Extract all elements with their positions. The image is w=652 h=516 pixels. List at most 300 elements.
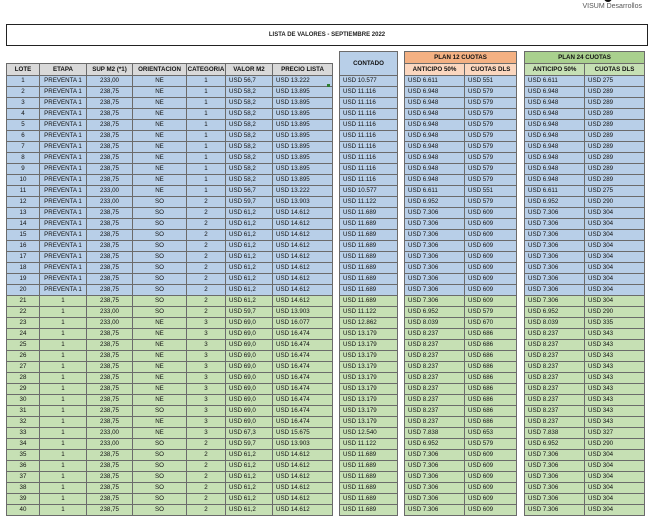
table-cell: USD 14.612: [273, 461, 333, 472]
table-row: [7, 461, 333, 472]
table-cell: USD 7.838: [525, 428, 585, 439]
table-cell: USD 289: [585, 164, 645, 175]
table-cell: 1: [40, 373, 87, 384]
table-cell: USD 609: [465, 461, 517, 472]
table-cell: USD 579: [465, 153, 517, 164]
table-cell: 25: [7, 340, 40, 351]
table-row: [525, 318, 645, 329]
table-cell: USD 13.179: [340, 384, 398, 395]
table-cell: USD 579: [465, 120, 517, 131]
table-cell: 27: [7, 362, 40, 373]
table-row: [525, 406, 645, 417]
table-cell: USD 670: [465, 318, 517, 329]
table-row: [7, 472, 333, 483]
table-row: [405, 197, 517, 208]
table-row: [340, 164, 398, 175]
table-cell: USD 6.948: [525, 142, 585, 153]
table-row: [405, 296, 517, 307]
table-cell: SO: [133, 197, 187, 208]
table-cell: USD 304: [585, 461, 645, 472]
table-row: [525, 87, 645, 98]
table-row: [7, 428, 333, 439]
table-row: [340, 461, 398, 472]
table-cell: USD 14.612: [273, 472, 333, 483]
table-cell: USD 304: [585, 296, 645, 307]
table-cell: USD 11.116: [340, 87, 398, 98]
table-cell: USD 6.948: [405, 164, 465, 175]
table-cell: SO: [133, 230, 187, 241]
table-cell: USD 6.948: [525, 109, 585, 120]
table-cell: USD 609: [465, 285, 517, 296]
table-cell: USD 14.612: [273, 263, 333, 274]
table-cell: NE: [133, 175, 187, 186]
table-cell: USD 13.179: [340, 329, 398, 340]
table-cell: USD 16.474: [273, 329, 333, 340]
table-cell: USD 579: [465, 142, 517, 153]
table-row: [340, 505, 398, 516]
table-row: [525, 219, 645, 230]
table-cell: NE: [133, 318, 187, 329]
table-cell: USD 8.237: [525, 384, 585, 395]
table-cell: SO: [133, 296, 187, 307]
col-lote: LOTE: [7, 64, 40, 76]
table-cell: USD 7.306: [405, 494, 465, 505]
table-cell: USD 14.612: [273, 296, 333, 307]
table-cell: USD 61,2: [226, 505, 273, 516]
table-cell: USD 7.306: [405, 219, 465, 230]
table-cell: USD 7.306: [405, 472, 465, 483]
table-cell: USD 11.689: [340, 274, 398, 285]
table-row: [340, 175, 398, 186]
table-row: [7, 373, 333, 384]
table-row: [405, 76, 517, 87]
table-cell: USD 7.306: [405, 450, 465, 461]
table-cell: USD 11.116: [340, 120, 398, 131]
table-cell: USD 11.689: [340, 230, 398, 241]
table-row: [7, 395, 333, 406]
table-cell: USD 343: [585, 417, 645, 428]
table-cell: USD 551: [465, 186, 517, 197]
table-cell: 26: [7, 351, 40, 362]
table-cell: 238,75: [87, 384, 133, 395]
table-row: [525, 131, 645, 142]
table-cell: USD 343: [585, 329, 645, 340]
table-cell: 31: [7, 406, 40, 417]
table-row: [525, 362, 645, 373]
table-row: [405, 340, 517, 351]
table-cell: 1: [187, 164, 226, 175]
table-row: [340, 87, 398, 98]
table-cell: USD 11.689: [340, 296, 398, 307]
table-cell: USD 14.612: [273, 219, 333, 230]
table-row: [405, 120, 517, 131]
table-cell: USD 551: [465, 76, 517, 87]
table-cell: PREVENTA 1: [40, 153, 87, 164]
table-row: [7, 153, 333, 164]
table-cell: PREVENTA 1: [40, 76, 87, 87]
table-cell: USD 6.948: [525, 153, 585, 164]
table-row: [340, 494, 398, 505]
table-cell: 3: [187, 329, 226, 340]
contado-table: [339, 51, 398, 516]
table-cell: USD 16.077: [273, 318, 333, 329]
table-cell: USD 7.306: [525, 296, 585, 307]
table-cell: SO: [133, 461, 187, 472]
table-cell: NE: [133, 153, 187, 164]
table-cell: USD 275: [585, 186, 645, 197]
table-cell: USD 609: [465, 274, 517, 285]
table-cell: USD 6.952: [525, 439, 585, 450]
table-cell: USD 61,2: [226, 208, 273, 219]
table-cell: USD 13.895: [273, 87, 333, 98]
table-cell: USD 609: [465, 241, 517, 252]
table-cell: USD 304: [585, 285, 645, 296]
table-cell: USD 58,2: [226, 98, 273, 109]
table-cell: USD 11.689: [340, 252, 398, 263]
table-row: [7, 164, 333, 175]
table-cell: USD 579: [465, 87, 517, 98]
table-cell: 2: [187, 208, 226, 219]
table-cell: NE: [133, 120, 187, 131]
table-cell: USD 609: [465, 472, 517, 483]
table-cell: USD 69,0: [226, 406, 273, 417]
table-cell: USD 11.689: [340, 208, 398, 219]
table-cell: USD 61,2: [226, 252, 273, 263]
table-cell: USD 6.952: [405, 197, 465, 208]
table-cell: 238,75: [87, 505, 133, 516]
table-cell: USD 579: [465, 98, 517, 109]
table-cell: NE: [133, 109, 187, 120]
table-row: [525, 285, 645, 296]
table-cell: PREVENTA 1: [40, 109, 87, 120]
table-row: [7, 98, 333, 109]
table-cell: 1: [40, 395, 87, 406]
table-row: [405, 109, 517, 120]
table-cell: USD 7.306: [405, 230, 465, 241]
table-row: [7, 329, 333, 340]
table-cell: USD 343: [585, 373, 645, 384]
table-row: [7, 351, 333, 362]
table-cell: 2: [187, 263, 226, 274]
table-cell: USD 290: [585, 197, 645, 208]
table-cell: NE: [133, 186, 187, 197]
table-cell: USD 686: [465, 362, 517, 373]
table-cell: 233,00: [87, 186, 133, 197]
table-row: [405, 87, 517, 98]
table-cell: 1: [40, 439, 87, 450]
table-row: [340, 76, 398, 87]
table-cell: USD 343: [585, 384, 645, 395]
table-row: [7, 494, 333, 505]
table-cell: USD 13.895: [273, 164, 333, 175]
table-row: [340, 307, 398, 318]
table-cell: 1: [40, 461, 87, 472]
table-cell: USD 609: [465, 230, 517, 241]
table-cell: 238,75: [87, 131, 133, 142]
table-cell: 3: [187, 406, 226, 417]
table-cell: 238,75: [87, 340, 133, 351]
table-cell: 238,75: [87, 395, 133, 406]
table-cell: 4: [7, 109, 40, 120]
table-cell: USD 304: [585, 472, 645, 483]
table-cell: PREVENTA 1: [40, 274, 87, 285]
table-row: [7, 241, 333, 252]
table-cell: USD 6.948: [405, 98, 465, 109]
table-cell: USD 13.179: [340, 340, 398, 351]
table-row: [7, 340, 333, 351]
table-row: [340, 252, 398, 263]
table-row: [525, 208, 645, 219]
table-cell: USD 61,2: [226, 285, 273, 296]
table-cell: 40: [7, 505, 40, 516]
table-cell: 238,75: [87, 241, 133, 252]
table-cell: USD 59,7: [226, 439, 273, 450]
table-row: [405, 252, 517, 263]
table-cell: USD 13.895: [273, 98, 333, 109]
table-cell: 238,75: [87, 87, 133, 98]
table-cell: 2: [187, 307, 226, 318]
table-cell: USD 59,7: [226, 307, 273, 318]
table-cell: 33: [7, 428, 40, 439]
table-row: [340, 384, 398, 395]
table-row: [7, 318, 333, 329]
table-cell: 15: [7, 230, 40, 241]
table-cell: USD 11.116: [340, 175, 398, 186]
table-cell: USD 7.306: [525, 208, 585, 219]
table-cell: PREVENTA 1: [40, 252, 87, 263]
table-cell: SO: [133, 494, 187, 505]
table-row: [405, 384, 517, 395]
table-row: [405, 186, 517, 197]
table-cell: USD 56,7: [226, 76, 273, 87]
table-cell: USD 289: [585, 98, 645, 109]
table-row: [340, 142, 398, 153]
table-cell: USD 7.306: [525, 472, 585, 483]
table-row: [7, 252, 333, 263]
table-row: [405, 164, 517, 175]
table-cell: USD 58,2: [226, 131, 273, 142]
table-cell: 238,75: [87, 483, 133, 494]
table-cell: USD 289: [585, 175, 645, 186]
table-row: [525, 351, 645, 362]
table-cell: USD 6.948: [525, 98, 585, 109]
table-cell: USD 7.306: [525, 241, 585, 252]
table-cell: USD 8.237: [525, 373, 585, 384]
table-cell: USD 8.237: [405, 395, 465, 406]
table-cell: USD 275: [585, 76, 645, 87]
table-cell: 3: [187, 318, 226, 329]
table-row: [405, 208, 517, 219]
table-cell: 7: [7, 142, 40, 153]
table-cell: PREVENTA 1: [40, 285, 87, 296]
table-cell: 32: [7, 417, 40, 428]
table-cell: USD 14.612: [273, 450, 333, 461]
table-cell: USD 653: [465, 428, 517, 439]
table-row: [525, 428, 645, 439]
table-row: [405, 274, 517, 285]
table-cell: USD 13.222: [273, 76, 333, 87]
table-cell: USD 7.306: [525, 230, 585, 241]
table-cell: 238,75: [87, 274, 133, 285]
table-cell: USD 304: [585, 208, 645, 219]
table-row: [7, 120, 333, 131]
table-cell: 1: [40, 362, 87, 373]
table-cell: USD 12.540: [340, 428, 398, 439]
table-cell: 3: [187, 428, 226, 439]
table-cell: USD 8.237: [405, 406, 465, 417]
table-cell: USD 6.948: [405, 87, 465, 98]
table-cell: USD 8.237: [405, 373, 465, 384]
table-row: [7, 406, 333, 417]
col-categoria: CATEGORIA: [187, 64, 226, 76]
table-row: [340, 472, 398, 483]
table-cell: USD 686: [465, 340, 517, 351]
table-row: [7, 263, 333, 274]
table-cell: 238,75: [87, 296, 133, 307]
col-contado: CONTADO: [340, 52, 398, 76]
table-cell: USD 343: [585, 340, 645, 351]
table-cell: USD 7.306: [405, 263, 465, 274]
col-orientacion: ORIENTACION: [133, 64, 187, 76]
table-row: [7, 208, 333, 219]
table-cell: USD 13.903: [273, 307, 333, 318]
table-cell: 1: [187, 76, 226, 87]
table-cell: USD 14.612: [273, 241, 333, 252]
table-cell: USD 69,0: [226, 373, 273, 384]
table-cell: USD 7.306: [405, 505, 465, 516]
table-cell: USD 686: [465, 395, 517, 406]
table-row: [340, 197, 398, 208]
table-row: [525, 109, 645, 120]
table-row: [340, 153, 398, 164]
table-cell: 238,75: [87, 362, 133, 373]
table-cell: USD 7.306: [525, 461, 585, 472]
table-row: [7, 274, 333, 285]
table-row: [525, 164, 645, 175]
table-cell: USD 16.474: [273, 384, 333, 395]
page-title: LISTA DE VALORES - SEPTIEMBRE 2022: [6, 24, 648, 46]
table-cell: 2: [187, 197, 226, 208]
table-cell: USD 13.895: [273, 109, 333, 120]
table-cell: USD 13.903: [273, 439, 333, 450]
table-row: [340, 318, 398, 329]
table-cell: 28: [7, 373, 40, 384]
table-row: [340, 329, 398, 340]
table-cell: NE: [133, 373, 187, 384]
table-cell: USD 6.952: [525, 197, 585, 208]
table-cell: USD 304: [585, 241, 645, 252]
table-cell: USD 686: [465, 384, 517, 395]
table-row: [340, 186, 398, 197]
table-row: [340, 395, 398, 406]
table-cell: 14: [7, 219, 40, 230]
table-cell: USD 343: [585, 362, 645, 373]
table-cell: USD 6.948: [525, 87, 585, 98]
table-cell: USD 16.474: [273, 340, 333, 351]
table-row: [7, 76, 333, 87]
table-cell: USD 11.116: [340, 98, 398, 109]
table-cell: USD 609: [465, 494, 517, 505]
table-cell: USD 58,2: [226, 109, 273, 120]
table-cell: 238,75: [87, 175, 133, 186]
table-cell: USD 15.675: [273, 428, 333, 439]
table-row: [405, 153, 517, 164]
table-cell: USD 7.306: [405, 241, 465, 252]
table-cell: USD 11.116: [340, 109, 398, 120]
table-cell: USD 16.474: [273, 406, 333, 417]
table-cell: USD 58,2: [226, 175, 273, 186]
table-row: [7, 109, 333, 120]
table-cell: USD 10.577: [340, 76, 398, 87]
table-cell: 18: [7, 263, 40, 274]
table-cell: 1: [187, 131, 226, 142]
plan12-cuotas-header: CUOTAS DLS: [465, 64, 517, 76]
table-cell: 1: [40, 307, 87, 318]
table-cell: USD 11.689: [340, 219, 398, 230]
table-cell: 37: [7, 472, 40, 483]
table-cell: 23: [7, 318, 40, 329]
table-row: [7, 87, 333, 98]
table-cell: USD 609: [465, 483, 517, 494]
table-cell: SO: [133, 241, 187, 252]
table-cell: USD 16.474: [273, 395, 333, 406]
table-cell: USD 609: [465, 296, 517, 307]
table-cell: 3: [187, 373, 226, 384]
table-row: [525, 120, 645, 131]
table-row: [405, 263, 517, 274]
table-cell: USD 14.612: [273, 285, 333, 296]
table-cell: USD 686: [465, 406, 517, 417]
table-cell: 238,75: [87, 230, 133, 241]
table-cell: USD 289: [585, 120, 645, 131]
table-cell: 1: [187, 142, 226, 153]
table-cell: USD 13.179: [340, 373, 398, 384]
table-cell: PREVENTA 1: [40, 142, 87, 153]
table-cell: USD 8.237: [405, 329, 465, 340]
table-cell: USD 7.306: [525, 450, 585, 461]
table-cell: 238,75: [87, 494, 133, 505]
table-cell: 233,00: [87, 439, 133, 450]
table-cell: SO: [133, 263, 187, 274]
table-cell: USD 13.179: [340, 406, 398, 417]
table-cell: USD 69,0: [226, 340, 273, 351]
table-cell: USD 579: [465, 197, 517, 208]
table-row: [340, 263, 398, 274]
table-cell: USD 7.306: [525, 494, 585, 505]
table-row: [525, 483, 645, 494]
table-cell: USD 6.611: [525, 76, 585, 87]
table-cell: USD 8.237: [405, 351, 465, 362]
table-cell: USD 58,2: [226, 87, 273, 98]
table-row: [525, 252, 645, 263]
table-row: [340, 351, 398, 362]
table-cell: USD 7.306: [405, 461, 465, 472]
table-cell: USD 11.689: [340, 472, 398, 483]
table-cell: PREVENTA 1: [40, 197, 87, 208]
table-cell: USD 7.306: [405, 296, 465, 307]
table-cell: NE: [133, 329, 187, 340]
table-row: [525, 307, 645, 318]
table-cell: USD 609: [465, 208, 517, 219]
table-row: [525, 296, 645, 307]
table-row: [405, 472, 517, 483]
plan12-table: [404, 51, 517, 516]
table-cell: USD 304: [585, 483, 645, 494]
table-cell: NE: [133, 131, 187, 142]
table-row: [525, 472, 645, 483]
table-cell: USD 61,2: [226, 483, 273, 494]
table-row: [525, 494, 645, 505]
